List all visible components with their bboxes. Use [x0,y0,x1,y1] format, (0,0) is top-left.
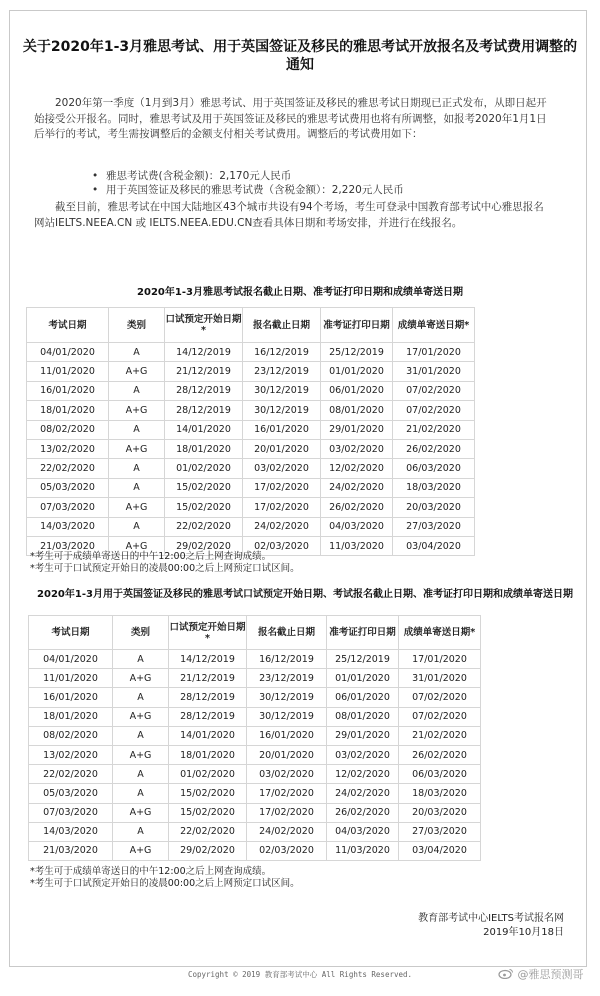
schedule-table-2 [28,615,481,861]
table-row [29,688,481,707]
note-line: *考生可于成绩单寄送日的中午12:00之后上网查询成绩。 [30,551,272,562]
table-cell: 24/02/2020 [327,784,399,803]
table-cell: A [109,517,165,536]
table-cell: 24/02/2020 [321,478,393,497]
table-cell: 05/03/2020 [27,478,109,497]
table-cell: A+G [113,669,169,688]
table-cell: 14/12/2019 [165,343,243,362]
table-cell: 21/02/2020 [393,420,475,439]
table-cell: 08/02/2020 [29,726,113,745]
table-cell: 17/02/2020 [243,498,321,517]
table-cell: A [113,688,169,707]
table-cell: 17/01/2020 [399,650,481,669]
table-cell: 16/12/2019 [247,650,327,669]
table-cell: 22/02/2020 [27,459,109,478]
table2-caption: 2020年1-3月用于英国签证及移民的雅思考试口试预定开始日期、考试报名截止日期、准考证打印日期和成绩单寄送日期 [37,589,573,600]
table-cell: 28/12/2019 [165,401,243,420]
table-cell: 27/03/2020 [393,517,475,536]
table-cell: 30/12/2019 [247,688,327,707]
table-cell: 07/03/2020 [27,498,109,517]
table-cell: 02/03/2020 [243,536,321,555]
table-cell: 05/03/2020 [29,784,113,803]
table-cell: 12/02/2020 [327,765,399,784]
table-cell: 14/03/2020 [29,822,113,841]
table-cell: A [109,420,165,439]
table-cell: 26/02/2020 [393,439,475,458]
table-cell: 01/01/2020 [327,669,399,688]
table-cell: 21/03/2020 [27,536,109,555]
table-cell: 30/12/2019 [243,381,321,400]
table-cell: A [109,459,165,478]
table-cell: 20/03/2020 [393,498,475,517]
signature-org: 教育部考试中心IELTS考试报名网 [418,913,564,924]
table-cell: 31/01/2020 [399,669,481,688]
table-cell: 29/02/2020 [169,841,247,860]
table-cell: 18/01/2020 [165,439,243,458]
fee-list [92,169,552,197]
table-row [29,745,481,764]
table-cell: 16/01/2020 [29,688,113,707]
cutoff-paragraph: 截至目前，雅思考试在中国大陆地区43个城市共设有94个考场，考生可登录中国教育部考试中心雅思报名网站IELTS.NEEA.CN 或 IELTS.NEEA.EDU.CN查看具体日期和考场安排，并进行在线报名。 [34,201,544,229]
table-cell: 11/01/2020 [27,362,109,381]
table-cell: 03/02/2020 [321,439,393,458]
table-row [27,498,475,517]
table1-caption: 2020年1-3月雅思考试报名截止日期、准考证打印日期和成绩单寄送日期 [137,287,463,298]
column-header: 考试日期 [27,308,109,343]
table-cell: 24/02/2020 [247,822,327,841]
table-cell: A+G [109,498,165,517]
table-cell: 02/03/2020 [247,841,327,860]
notice-title: 关于2020年1-3月雅思考试、用于英国签证及移民的雅思考试开放报名及考试费用调整的通知 [22,39,578,73]
signature-block [304,912,564,940]
column-header: 口试预定开始日期* [169,616,247,650]
table-row [29,726,481,745]
weibo-watermark [498,966,584,982]
table-cell: 20/03/2020 [399,803,481,822]
table-cell: 13/02/2020 [29,745,113,764]
table-row [27,401,475,420]
table-cell: 03/02/2020 [243,459,321,478]
table-cell: 15/02/2020 [169,803,247,822]
table-cell: 25/12/2019 [327,650,399,669]
table-cell: 17/02/2020 [247,784,327,803]
table-cell: 01/02/2020 [165,459,243,478]
column-header: 成绩单寄送日期* [399,616,481,650]
table-cell: 11/03/2020 [321,536,393,555]
table-cell: A [113,726,169,745]
table-cell: 18/01/2020 [27,401,109,420]
table-cell: 03/02/2020 [247,765,327,784]
table-row [29,669,481,688]
table-cell: 07/02/2020 [399,688,481,707]
table-cell: 25/12/2019 [321,343,393,362]
table-cell: 20/01/2020 [243,439,321,458]
schedule-table-1 [26,307,475,556]
table-row [29,707,481,726]
table-cell: 01/02/2020 [169,765,247,784]
table-row [29,650,481,669]
table-cell: 28/12/2019 [165,381,243,400]
table-cell: 29/02/2020 [165,536,243,555]
note-line: *考生可于成绩单寄送日的中午12:00之后上网查询成绩。 [30,866,272,877]
table-cell: A+G [113,707,169,726]
table-cell: 31/01/2020 [393,362,475,381]
table-cell: 04/01/2020 [29,650,113,669]
column-header: 报名截止日期 [247,616,327,650]
watermark-text: @雅思预测哥 [517,968,584,981]
table-cell: 04/03/2020 [327,822,399,841]
table-cell: 11/01/2020 [29,669,113,688]
table-cell: 14/01/2020 [169,726,247,745]
table-row [27,439,475,458]
table-cell: 14/01/2020 [165,420,243,439]
table-cell: 06/01/2020 [327,688,399,707]
table-cell: 12/02/2020 [321,459,393,478]
table-cell: 01/01/2020 [321,362,393,381]
table-cell: 18/01/2020 [29,707,113,726]
weibo-icon [498,968,514,979]
column-header: 准考证打印日期 [321,308,393,343]
table-cell: 16/01/2020 [247,726,327,745]
table-cell: 23/12/2019 [247,669,327,688]
table-cell: 15/02/2020 [169,784,247,803]
fee-item: • 雅思考试费(含税金额)：2,170元人民币 [92,169,552,183]
table-cell: 26/02/2020 [399,745,481,764]
table-cell: A+G [109,362,165,381]
table-cell: 24/02/2020 [243,517,321,536]
table-cell: 03/02/2020 [327,745,399,764]
table-cell: 15/02/2020 [165,498,243,517]
note-line: *考生可于口试预定开始日的凌晨00:00之后上网预定口试区间。 [30,878,300,889]
table-cell: 13/02/2020 [27,439,109,458]
table-row [29,765,481,784]
table-cell: 08/01/2020 [327,707,399,726]
table-cell: 08/02/2020 [27,420,109,439]
table-cell: A+G [113,745,169,764]
column-header: 成绩单寄送日期* [393,308,475,343]
table-cell: 15/02/2020 [165,478,243,497]
table-cell: 16/01/2020 [243,420,321,439]
table-cell: 14/12/2019 [169,650,247,669]
table-cell: 03/04/2020 [399,841,481,860]
table-cell: A+G [109,401,165,420]
table-cell: 18/01/2020 [169,745,247,764]
table-cell: 16/12/2019 [243,343,321,362]
table-cell: A+G [109,439,165,458]
table-cell: 30/12/2019 [243,401,321,420]
table-cell: 07/02/2020 [393,401,475,420]
table-cell: 07/03/2020 [29,803,113,822]
table-header-row [29,616,481,650]
column-header: 口试预定开始日期* [165,308,243,343]
table-cell: 20/01/2020 [247,745,327,764]
table-cell: 11/03/2020 [327,841,399,860]
table-cell: 17/02/2020 [247,803,327,822]
table-cell: 06/01/2020 [321,381,393,400]
table-row [27,459,475,478]
table-cell: 21/03/2020 [29,841,113,860]
signature-date: 2019年10月18日 [483,927,564,938]
table-cell: 29/01/2020 [327,726,399,745]
table-cell: A+G [113,841,169,860]
table-cell: 17/01/2020 [393,343,475,362]
table-row [27,478,475,497]
note-line: *考生可于口试预定开始日的凌晨00:00之后上网预定口试区间。 [30,563,300,574]
table-cell: 17/02/2020 [243,478,321,497]
table-cell: 23/12/2019 [243,362,321,381]
table-cell: 18/03/2020 [393,478,475,497]
table-cell: 30/12/2019 [247,707,327,726]
copyright-text: Copyright © 2019 教育部考试中心 All Rights Reserved. [187,970,413,979]
table-cell: 07/02/2020 [393,381,475,400]
table-row [29,822,481,841]
table-row [27,343,475,362]
table-row [27,420,475,439]
table-cell: 06/03/2020 [393,459,475,478]
table-cell: A+G [109,536,165,555]
table-row [27,381,475,400]
table-cell: A [109,381,165,400]
table-cell: A [113,822,169,841]
table-cell: 21/12/2019 [165,362,243,381]
column-header: 考试日期 [29,616,113,650]
table-cell: 04/01/2020 [27,343,109,362]
table-cell: 14/03/2020 [27,517,109,536]
table-cell: 21/12/2019 [169,669,247,688]
table-cell: 03/04/2020 [393,536,475,555]
fee-item: • 用于英国签证及移民的雅思考试费（含税金额）：2,220元人民币 [92,183,552,197]
table-cell: A [109,478,165,497]
table-row [29,803,481,822]
column-header: 准考证打印日期 [327,616,399,650]
table-cell: A [113,765,169,784]
table-cell: 26/02/2020 [327,803,399,822]
table-cell: 22/02/2020 [169,822,247,841]
table-cell: 28/12/2019 [169,688,247,707]
table-cell: A [109,343,165,362]
table-row [29,841,481,860]
table-cell: 06/03/2020 [399,765,481,784]
table-cell: A [113,650,169,669]
column-header: 报名截止日期 [243,308,321,343]
table-cell: A+G [113,803,169,822]
table-row [27,517,475,536]
table-cell: 22/02/2020 [29,765,113,784]
table-header-row [27,308,475,343]
table-cell: A [113,784,169,803]
table-row [27,362,475,381]
table1-notes [30,551,550,575]
table-cell: 18/03/2020 [399,784,481,803]
column-header: 类别 [113,616,169,650]
table-cell: 27/03/2020 [399,822,481,841]
table-cell: 07/02/2020 [399,707,481,726]
table-cell: 04/03/2020 [321,517,393,536]
table-cell: 26/02/2020 [321,498,393,517]
table-row [29,784,481,803]
table-cell: 29/01/2020 [321,420,393,439]
table-cell: 21/02/2020 [399,726,481,745]
column-header: 类别 [109,308,165,343]
intro-paragraph: 2020年第一季度（1月到3月）雅思考试、用于英国签证及移民的雅思考试日期现已正式发布，从即日起开始接受公开报名。同时，雅思考试及用于英国签证及移民的雅思考试费用也将有所调整，如报考2020年1月1日后举行的考试，考生需按调整后的金额支付相关考试费用。调整后的考试费用如下： [34,97,547,140]
table2-notes [30,866,550,890]
table-cell: 28/12/2019 [169,707,247,726]
table-cell: 08/01/2020 [321,401,393,420]
table-cell: 22/02/2020 [165,517,243,536]
table-cell: 16/01/2020 [27,381,109,400]
